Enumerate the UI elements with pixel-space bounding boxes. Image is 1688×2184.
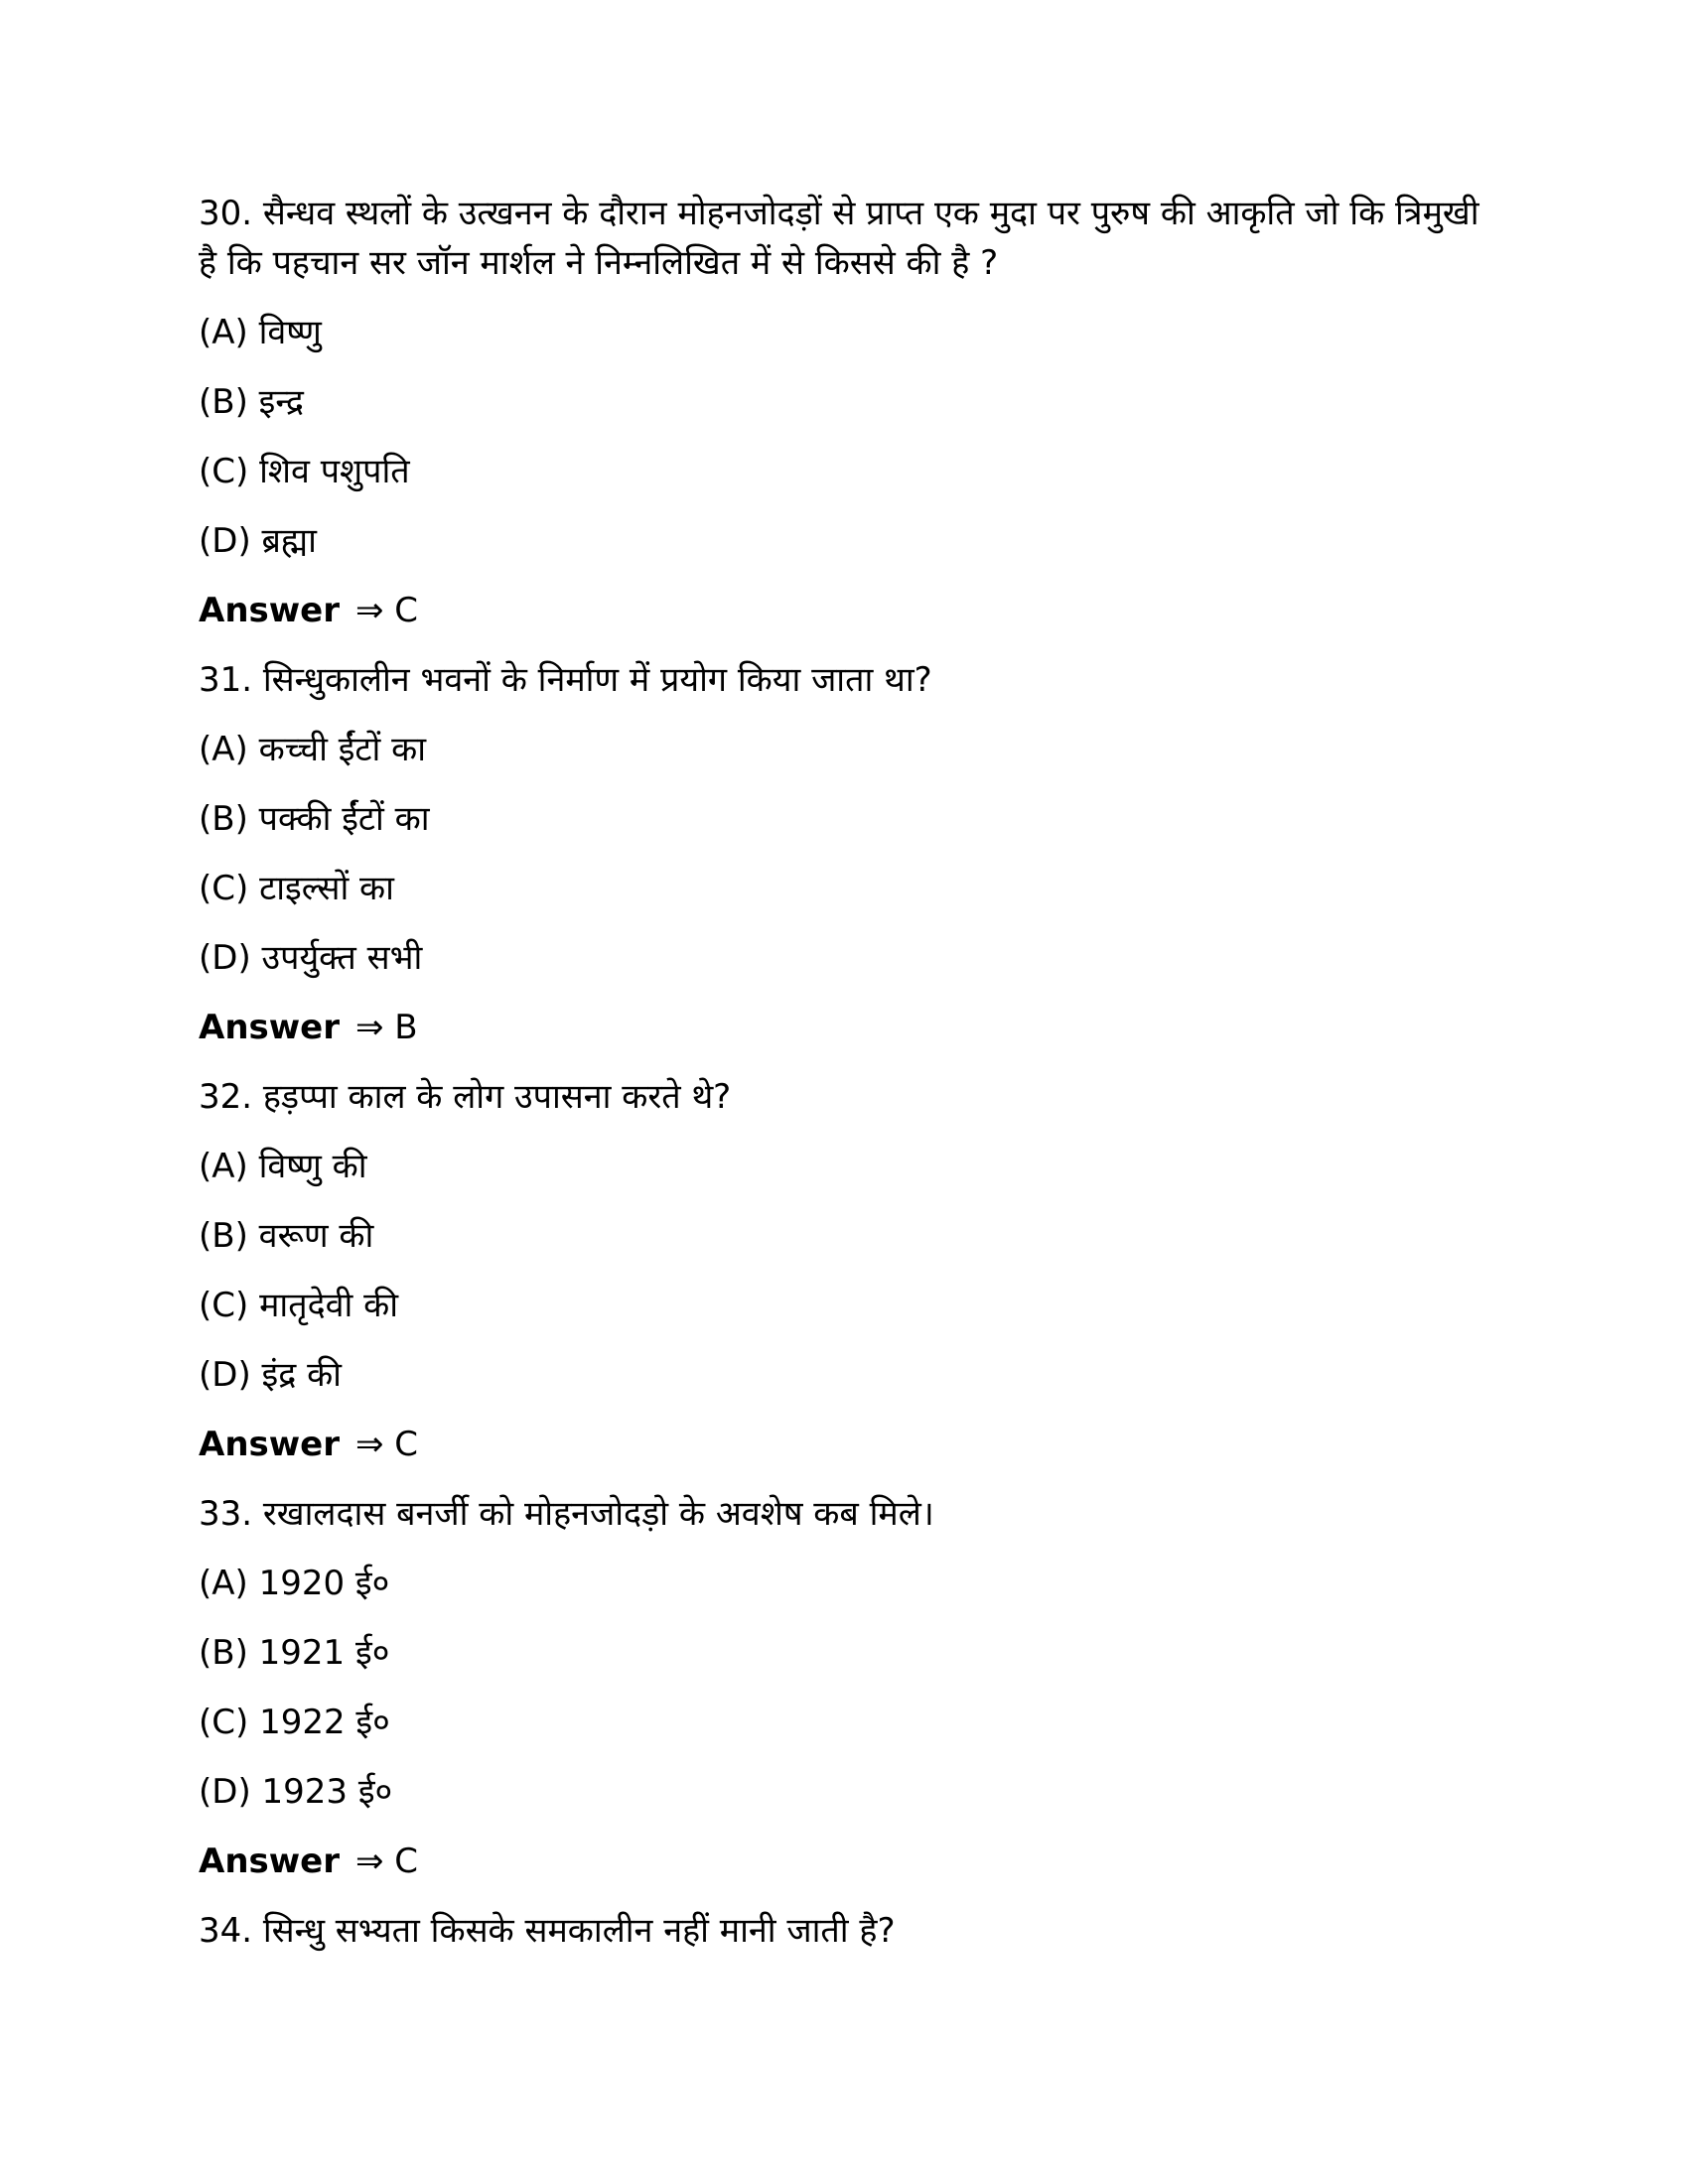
answer-value: ⇒ B — [355, 1008, 418, 1047]
answer-label: Answer — [199, 1008, 340, 1047]
answer-label: Answer — [199, 1425, 340, 1464]
question-34: 34. सिन्धु सभ्यता किसके समकालीन नहीं मानी जाती है? — [199, 1911, 896, 1951]
option-d: (D) 1923 ई० — [199, 1772, 393, 1812]
option-d: (D) उपर्युक्त सभी — [199, 938, 423, 978]
option-a: (A) विष्णु की — [199, 1147, 367, 1186]
option-b: (B) वरूण की — [199, 1216, 374, 1256]
question-33: 33. रखालदास बनर्जी को मोहनजोदड़ो के अवशेष कब मिले। — [199, 1494, 934, 1534]
option-b: (B) 1921 ई० — [199, 1633, 390, 1673]
option-a: (A) 1920 ई० — [199, 1564, 390, 1603]
answer-label: Answer — [199, 591, 340, 630]
option-c: (C) टाइल्सों का — [199, 869, 394, 908]
answer-value: ⇒ C — [355, 591, 419, 630]
answer-value: ⇒ C — [355, 1842, 419, 1881]
option-d: (D) इंद्र की — [199, 1355, 342, 1395]
option-b: (B) पक्की ईंटों का — [199, 799, 430, 839]
option-c: (C) शिव पशुपति — [199, 452, 410, 491]
option-d: (D) ब्रह्मा — [199, 521, 317, 561]
answer-33 — [199, 1837, 1489, 1886]
answer-value: ⇒ C — [355, 1425, 419, 1464]
answer-32 — [199, 1420, 1489, 1469]
question-30: 30. सैन्धव स्थलों के उत्खनन के दौरान मोहनजोदड़ों से प्राप्त एक मुदा पर पुरुष की आकृति जो कि त्रिमुखी है कि पहचान सर जॉन मार्शल ने निम्नलिखित में से किससे की है ? — [199, 194, 1479, 283]
question-32: 32. हड़प्पा काल के लोग उपासना करते थे? — [199, 1077, 732, 1117]
answer-label: Answer — [199, 1842, 340, 1881]
option-b: (B) इन्द्र — [199, 382, 304, 422]
option-a: (A) विष्णु — [199, 313, 322, 352]
option-c: (C) मातृदेवी की — [199, 1286, 399, 1325]
answer-30 — [199, 586, 1489, 635]
option-c: (C) 1922 ई० — [199, 1703, 390, 1742]
document-page — [199, 189, 1489, 1976]
question-31: 31. सिन्धुकालीन भवनों के निर्माण में प्रयोग किया जाता था? — [199, 660, 932, 700]
answer-31 — [199, 1003, 1489, 1052]
option-a: (A) कच्ची ईंटों का — [199, 730, 427, 769]
